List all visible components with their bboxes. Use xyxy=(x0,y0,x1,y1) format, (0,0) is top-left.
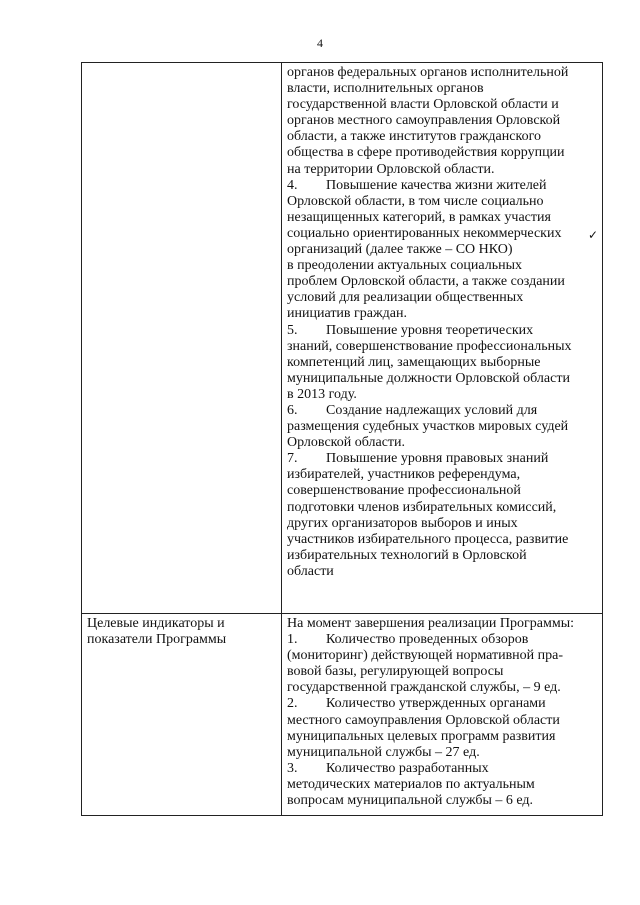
text-line xyxy=(287,632,598,648)
line-text: вопросам муниципальной службы – 6 ед. xyxy=(287,793,534,809)
text-line xyxy=(287,226,598,242)
line-text: муниципальной службы – 27 ед. xyxy=(287,744,480,760)
line-text: Создание надлежащих условий для xyxy=(326,402,538,418)
text-line xyxy=(287,210,598,226)
text-line xyxy=(287,129,598,145)
row-value-cell xyxy=(282,614,603,816)
text-line xyxy=(287,777,598,793)
text-line xyxy=(287,761,598,777)
line-text: органов местного самоуправления Орловской xyxy=(287,113,561,129)
row-label-cell xyxy=(82,63,282,614)
text-line xyxy=(287,616,598,632)
text-line xyxy=(287,387,598,403)
text-line xyxy=(287,500,598,516)
line-text: участников избирательного процесса, развитие xyxy=(287,531,569,547)
text-line xyxy=(287,339,598,355)
list-item-number: 1. xyxy=(287,632,298,648)
line-text: проблем Орловской области, а также создании xyxy=(287,274,565,290)
text-line xyxy=(287,194,598,210)
line-text: Орловской области. xyxy=(287,435,406,451)
line-text: области xyxy=(287,563,334,579)
text-line xyxy=(287,162,598,178)
text-line xyxy=(287,483,598,499)
program-passport-table xyxy=(81,62,603,816)
line-text: власти, исполнительных органов xyxy=(287,81,484,97)
text-line xyxy=(287,355,598,371)
text-line xyxy=(287,419,598,435)
text-line xyxy=(287,745,598,761)
line-text: незащищенных категорий, в рамках участия xyxy=(287,209,551,225)
line-text: общества в сфере противодействия коррупции xyxy=(287,145,565,161)
list-item-number: 4. xyxy=(287,177,298,193)
table-row xyxy=(82,614,603,816)
text-line xyxy=(287,467,598,483)
line-text: Количество разработанных xyxy=(326,760,489,776)
line-text: области, а также институтов гражданского xyxy=(287,129,541,145)
line-text: на территории Орловской области. xyxy=(287,161,495,177)
text-line xyxy=(287,713,598,729)
line-text: в 2013 году. xyxy=(287,386,357,402)
row-value-cell xyxy=(282,63,603,614)
list-item-number: 6. xyxy=(287,402,298,418)
text-line xyxy=(287,516,598,532)
list-item-number: 3. xyxy=(287,760,298,776)
line-text: органов федеральных органов исполнительной xyxy=(287,65,569,80)
line-text: Повышение уровня теоретических xyxy=(326,322,534,338)
list-item-number: 2. xyxy=(287,696,298,712)
line-text: муниципальные должности Орловской области xyxy=(287,370,570,386)
text-line xyxy=(287,306,598,322)
line-text: вовой базы, регулирующей вопросы xyxy=(287,664,504,680)
text-line xyxy=(287,290,598,306)
list-item-number: 5. xyxy=(287,322,298,338)
text-line xyxy=(287,648,598,664)
line-text: знаний, совершенствование профессиональных xyxy=(287,338,572,354)
text-line xyxy=(287,258,598,274)
text-line xyxy=(287,664,598,680)
line-text: муниципальных целевых программ развития xyxy=(287,728,556,744)
text-line xyxy=(287,696,598,712)
line-text: методических материалов по актуальным xyxy=(287,776,535,792)
line-text: социально ориентированных некоммерческих xyxy=(287,225,562,241)
line-text: Количество утвержденных органами xyxy=(326,696,546,712)
text-line xyxy=(287,65,598,81)
line-text: в преодолении актуальных социальных xyxy=(287,258,523,274)
text-line xyxy=(287,371,598,387)
text-line xyxy=(287,680,598,696)
text-line: показатели Программы xyxy=(87,632,227,648)
text-line xyxy=(287,242,598,258)
text-line xyxy=(287,548,598,564)
text-line xyxy=(287,323,598,339)
line-text: размещения судебных участков мировых судей xyxy=(287,419,569,435)
text-line xyxy=(287,532,598,548)
line-text: Повышение уровня правовых знаний xyxy=(326,451,549,467)
line-text: Повышение качества жизни жителей xyxy=(326,177,547,193)
text-line xyxy=(287,793,598,809)
text-line xyxy=(287,178,598,194)
line-text: государственной гражданской службы, – 9 ед. xyxy=(287,680,561,696)
line-text: местного самоуправления Орловской области xyxy=(287,712,560,728)
line-text: избирательных технологий в Орловской xyxy=(287,547,527,563)
table-row xyxy=(82,63,603,614)
text-line xyxy=(287,145,598,161)
text-line: Целевые индикаторы и xyxy=(87,616,225,631)
line-text: совершенствование профессиональной xyxy=(287,483,521,499)
text-line xyxy=(287,113,598,129)
line-text: условий для реализации общественных xyxy=(287,290,524,306)
text-line xyxy=(287,729,598,745)
text-line xyxy=(287,97,598,113)
handwritten-check-mark: ✓ xyxy=(588,228,599,242)
line-text: (мониторинг) действующей нормативной пра- xyxy=(287,648,564,664)
text-line xyxy=(287,435,598,451)
text-line xyxy=(287,274,598,290)
line-text: других организаторов выборов и иных xyxy=(287,515,518,531)
line-text: государственной власти Орловской области и xyxy=(287,97,559,113)
text-line xyxy=(287,403,598,419)
text-line xyxy=(287,81,598,97)
line-text: организаций (далее также – СО НКО) xyxy=(287,242,513,258)
page-number: 4 xyxy=(317,36,323,50)
line-text: Орловской области, в том числе социально xyxy=(287,193,544,209)
line-text: подготовки членов избирательных комиссий, xyxy=(287,499,557,515)
line-text: Количество проведенных обзоров xyxy=(326,632,529,648)
text-line xyxy=(287,564,598,580)
line-text: инициатив граждан. xyxy=(287,306,407,322)
line-text: компетенций лиц, замещающих выборные xyxy=(287,354,541,370)
line-text: избирателей, участников референдума, xyxy=(287,467,521,483)
row-label-cell xyxy=(82,614,282,816)
list-item-number: 7. xyxy=(287,451,298,467)
text-line xyxy=(287,451,598,467)
line-text: На момент завершения реализации Программы: xyxy=(287,616,575,631)
